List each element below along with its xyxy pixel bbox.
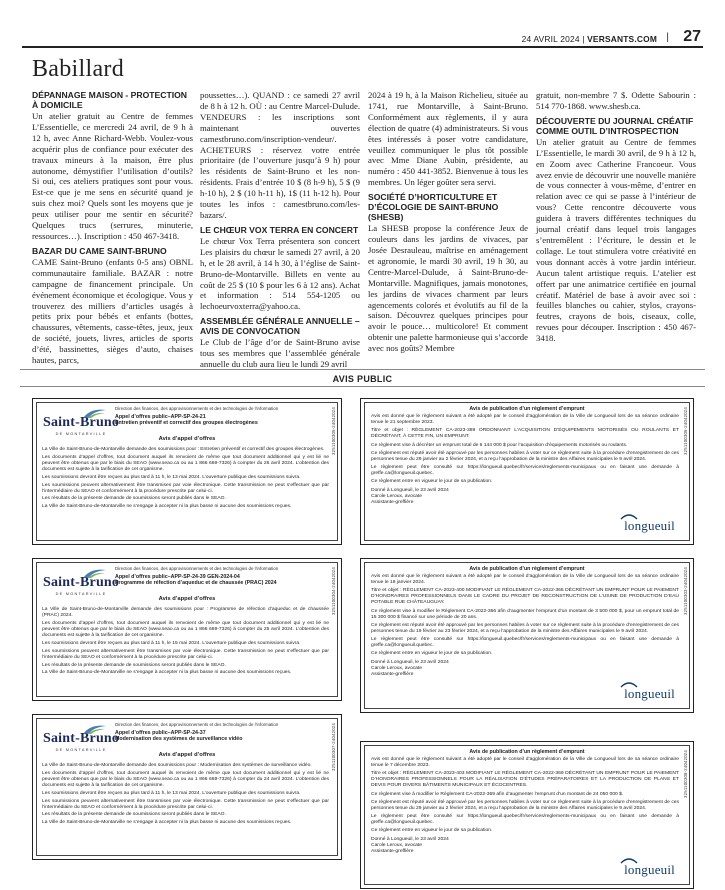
notice-paragraph: Les résultats de la présente demande de soumissions seront publiés dans le SEAO. xyxy=(42,496,226,502)
article-paragraph: gratuit, non-membre 7 $. Odette Sabourin : 514 770-1868. www.shesb.ca. xyxy=(536,90,696,111)
notice-paragraph: Assistante-greffière xyxy=(371,671,414,677)
article-heading: LE CHŒUR VOX TERRA EN CONCERT xyxy=(200,224,359,235)
avis-public-title: AVIS PUBLIC xyxy=(332,374,393,384)
article-paragraph: Un atelier gratuit au Centre de femmes L’Essentielle, le mardi 30 avril, de 9 h à 12 h, en Zoom avec Catherine Francoeur. Vous avez envie de découvrir une nouvelle manière de vous connecter à vous-même, d’entrer en relation avec ce qui se passe à l’intérieur de vous? Cette rencontre découverte vous guidera à travers différentes techniques du journal créatif dans lequel trois langages s’entremêlent : l’écriture, le dessin et le collage. Le tout stimulera votre créativité en vous donnant accès à votre jardin intérieur. Aucun talent artistique requis. L’atelier est offert par une animatrice certifiée en journal créatif. Matériel de base à avoir avec soi : feuilles blanches ou cahier, stylos, crayons-feutres, crayons de bois, ciseaux, colle, revues pour découper. Inscription : 450 467-3418. xyxy=(536,136,696,344)
notice-title: Avis de publication d’un règlement d’emprunt xyxy=(469,406,585,412)
logo-text: longueuil xyxy=(624,862,675,877)
notice-paragraph: Les documents d’appel d’offres, tout document auquel ils renvoient de même que tout document additionnel qui y est lié ne peuvent être obtenus que par le biais du SEAO (www.seao.ca ou au 1 866 669-7326) à compter du 24 avril 2024. L’obtention des documents est sujette à la tarification de cet organisme. xyxy=(42,770,329,788)
notice-paragraph: Les soumissions devront être reçues au plus tard à 11 h, le 13 mai 2024. L’ouverture publique des soumissions suivra. xyxy=(42,474,301,480)
logo-arc-icon xyxy=(620,512,638,520)
article-paragraph: CAME Saint-Bruno (enfants 0-5 ans) OBNL communautaire familiale. BAZAR : notre campagne de financement principale. Un événement économique et écologique. Vous y trouverez des milliers d’articles usagés à petits prix pour bébés et enfants (bottes, chaussures, vêtements, casse-têtes, jeux, jeux de société, jouets, livres, articles de sports d’été, bassinettes, sièges d’auto, chaises hautes, parcs, xyxy=(32,256,193,366)
column-3 xyxy=(368,90,528,358)
notice-paragraph: Le règlement peut être consulté sur https://longueuil.quebec/fr/services/reglements-municipaux ou en faisant une demande à greffe.ca@longueuil.quebec. xyxy=(371,814,679,826)
logo-subtitle: DE MONTARVILLE xyxy=(55,432,107,436)
logo-arc-icon xyxy=(620,856,638,864)
notice-reference: 3251100305-24042024 xyxy=(331,407,336,455)
notice-direction: Direction des finances, des approvisionnements et des technologies de l’information xyxy=(115,566,279,571)
notice-body xyxy=(42,607,329,678)
notice-paragraph: La Ville de Saint-Bruno-de-Montarville ne s’engage à accepter ni la plus basse ni aucune des soumissions reçues. xyxy=(42,504,292,510)
notice-title: Avis d’appel d’offres xyxy=(158,436,216,442)
notice-paragraph: Donné à Longueuil, le 23 avril 2024 xyxy=(371,659,449,665)
logo-text: Saint-Bruno xyxy=(43,575,120,590)
notice-saint-bruno xyxy=(32,714,342,860)
notice-reference: 3251100307-24042024 xyxy=(331,723,336,771)
notice-header xyxy=(115,414,330,426)
page-number: 27 xyxy=(683,28,701,45)
article-paragraph: Le chœur Vox Terra présentera son concert Les plaisirs du chœur le samedi 27 avril, à 20 h, et le 28 avril, à 14 h 30, à l’église de Saint-Bruno-de-Montarville. Billets en vente au coût de 25 $ (10 $ pour les 6 à 12 ans). Achat et information : 514 554-1205 ou lechoeurvoxterra@yahoo.ca. xyxy=(200,235,360,312)
notice-saint-bruno xyxy=(32,558,342,701)
notice-paragraph: Les documents d’appel d’offres, tout document auquel ils renvoient de même que tout document additionnel qui y est lié ne peuvent être obtenus que par le biais du SEAO (www.seao.ca ou au 1 866 669-7326) à compter du 26 avril 2024. L’obtention des documents est sujette à la tarification de cet organisme. xyxy=(42,454,329,472)
logo-text: longueuil xyxy=(624,518,675,533)
logo-swoosh-icon xyxy=(83,567,107,579)
notice-paragraph: Donné à Longueuil, le 23 avril 2024 xyxy=(371,836,449,842)
notice-paragraph: Les résultats de la présente demande de soumissions seront publiés dans le SEAO. xyxy=(42,812,226,818)
notice-paragraph: Les soumissions devront être reçues au plus tard à 11 h, le 13 mai 2024. L’ouverture publique des soumissions suivra. xyxy=(42,790,301,796)
notice-subject: Modernisation des systèmes de surveillance vidéo xyxy=(115,736,243,743)
notice-paragraph: Ce règlement entre en vigueur le jour de sa publication. xyxy=(371,651,493,657)
header-date: 24 AVRIL 2024 | VERSANTS.COM xyxy=(521,34,657,44)
column-1 xyxy=(32,90,193,370)
longueuil-logo xyxy=(624,862,675,878)
logo-subtitle: DE MONTARVILLE xyxy=(55,592,107,596)
saint-bruno-logo xyxy=(43,415,119,436)
notice-paragraph: Le règlement peut être consulté sur https://longueuil.quebec/fr/services/reglements-municipaux ou en faisant une demande à greffe.ca@longueuil.quebec. xyxy=(371,465,679,477)
notice-header xyxy=(115,574,330,586)
notice-paragraph: Le règlement peut être consulté sur https://longueuil.quebec/fr/services/reglements-municipaux ou en faisant une demande à greffe.ca@longueuil.quebec. xyxy=(371,637,679,649)
notice-paragraph: Carole Leroux, avocate xyxy=(371,493,423,499)
saint-bruno-logo xyxy=(43,575,119,596)
notice-paragraph: Avis est donné que le règlement suivant a été adopté par le conseil d’agglomération de la Ville de Longueuil lors de sa séance ordinaire tenue le 18 janvier 2024. xyxy=(371,574,679,586)
notice-paragraph: Ce règlement entre en vigueur le jour de sa publication. xyxy=(371,479,493,485)
notice-paragraph: La Ville de Saint-Bruno-de-Montarville demande des soumissions pour : Programme de réfection d’aqueduc et de chaussée (PRAC) 2024. xyxy=(42,607,329,619)
article-heading: SOCIÉTÉ D’HORTICULTURE ET D’ÉCOLOGIE DE SAINT-BRUNO (SHESB) xyxy=(368,192,499,223)
article-paragraph: Le Club de l’âge d’or de Saint-Bruno avise tous ses membres que l’assemblée générale annuelle du club aura lieu le lundi 29 avril xyxy=(200,337,360,370)
notice-paragraph: Carole Leroux, avocate xyxy=(371,842,423,848)
notice-paragraph: Ce règlement vise à décréter un emprunt total de 6 144 000 $ pour l’acquisition d’équipements motorisés ou roulants. xyxy=(371,442,628,448)
logo-arc-icon xyxy=(620,680,638,688)
notice-title: Avis d’appel d’offres xyxy=(158,596,216,602)
column-2 xyxy=(200,90,360,374)
notice-paragraph: Assistante-greffière xyxy=(371,848,414,854)
notice-paragraph: Ce règlement est réputé avoir été approuvé par les personnes habiles à voter sur ce règlement suite à la procédure d’enregistrement de ces personnes tenue du 29 janvier au 2 février 2024, et a reçu l’approbation de la ministre des Affaires municipales le 9 avril 2024. xyxy=(371,450,679,462)
notice-paragraph: Titre et objet : RÈGLEMENT CA-2023-400 MODIFIANT LE RÈGLEMENT CA-2022-366 DÉCRÉTANT UN EMPRUNT POUR LE PAIEMENT D’HONORAIRES PROFESSIONNELS DANS LE CADRE DU PROJET DE RECONSTRUCTION DE L’USINE DE PRODUCTION D’EAU POTABLE RUE CHÂTEAUGUAY. xyxy=(371,588,679,606)
logo-text: Saint-Bruno xyxy=(43,415,120,430)
logo-subtitle: DE MONTARVILLE xyxy=(55,748,107,752)
notice-body xyxy=(371,574,679,678)
notice-reference: 3251100306-24042024 xyxy=(683,407,688,455)
notice-number: Appel d’offres public–APP-SP-24-21 xyxy=(115,414,206,420)
notice-body xyxy=(371,414,679,506)
notice-paragraph: Avis est donné que le règlement suivant a été adopté par le conseil d’agglomération de la Ville de Longueuil lors de sa séance ordinaire tenue le 21 septembre 2023. xyxy=(371,414,679,426)
longueuil-logo xyxy=(624,518,675,534)
notice-paragraph: Les soumissions peuvent alternativement être transmises par voie électronique. Cette transmission ne peut s’effectuer que par l’intermédiaire du SEAO et conformément à la procédure prescrite par celui-ci. xyxy=(42,798,329,810)
notice-paragraph: Titre et objet : RÈGLEMENT CA-2023-403 MODIFIANT LE RÈGLEMENT CA-2022-369 DÉCRÉTANT UN EMPRUNT POUR LE PAIEMENT D’HONORAIRES PROFESSIONNELS POUR LA RÉALISATION D’ÉTUDES PRÉPARATOIRES ET LA PRODUCTION DE PLANS ET DEVIS POUR DIVERS BÂTIMENTS MUNICIPAUX ET ÉCOCENTRES. xyxy=(371,771,679,789)
article-heading: DÉCOUVERTE DU JOURNAL CRÉATIF COMME OUTIL D’INTROSPECTION xyxy=(536,115,694,136)
notice-paragraph: Avis est donné que le règlement suivant a été adopté par le conseil d’agglomération de la Ville de Longueuil lors de sa séance ordinaire tenue le 7 décembre 2023. xyxy=(371,757,679,769)
notice-body xyxy=(371,757,679,855)
notice-number: Appel d’offres public–APP-SP-24-37 xyxy=(115,730,206,736)
article-paragraph: poussettes…). QUAND : ce samedi 27 avril de 8 h à 12 h. OÙ : au Centre Marcel-Dulude. VENDEURS : les inscriptions sont maintenant ouvertes camestbruno.com/inscription-vendeur/. ACHETEURS : réservez votre entrée prioritaire (de l’ouverture jusqu’à 9 h) pour les résidents de Saint-Bruno et les non-résidents. Frais d’entrée 10 $ (8 h-9 h), 5 $ (9 h-10 h), 2 $ (10 h-11 h), 1$ (11 h-12 h). Pour toutes les infos : camestbruno.com/les-bazars/. xyxy=(200,90,360,220)
notice-longueuil xyxy=(360,558,694,713)
notice-saint-bruno xyxy=(32,398,342,545)
notice-paragraph: Ce règlement entre en vigueur le jour de sa publication. xyxy=(371,828,493,834)
logo-swoosh-icon xyxy=(83,407,107,419)
notice-body xyxy=(42,447,329,512)
header-rule xyxy=(22,46,703,48)
notice-reference: 3251100304-24042024 xyxy=(331,567,336,615)
notice-number: Appel d’offres public–APP-SP-24-39 GEN-2024-04 xyxy=(115,574,240,580)
article-heading: BAZAR DU CAME SAINT-BRUNO xyxy=(32,245,167,256)
page-header xyxy=(0,0,725,44)
notice-paragraph: La Ville de Saint-Bruno-de-Montarville demande des soumissions pour : Entretien préventif et correctif des groupes électrogènes. xyxy=(42,447,325,452)
notice-paragraph: La Ville de Saint-Bruno-de-Montarville ne s’engage à accepter ni la plus basse ni aucune des soumissions reçues. xyxy=(42,820,292,826)
notice-paragraph: Les soumissions peuvent alternativement être transmises par voie électronique. Cette transmission ne peut s’effectuer que par l’intermédiaire du SEAO et conformément à la procédure prescrite par celui-ci. xyxy=(42,482,329,494)
article-heading: DÉPANNAGE MAISON - PROTECTION À DOMICILE xyxy=(32,90,188,110)
logo-swoosh-icon xyxy=(83,723,107,735)
notice-paragraph: La Ville de Saint-Bruno-de-Montarville demande des soumissions pour : Modernisation des systèmes de surveillance vidéo. xyxy=(42,763,312,768)
notice-title: Avis de publication d’un règlement d’emprunt xyxy=(469,749,585,755)
notice-title: Avis de publication d’un règlement d’emprunt xyxy=(469,566,585,572)
notice-reference: 3251100308-24042024 xyxy=(683,750,688,798)
header-separator: | xyxy=(666,32,669,43)
notice-subject: Programme de réfection d’aqueduc et de chaussée (PRAC) 2024 xyxy=(115,580,277,587)
notice-paragraph: Donné à Longueuil, le 23 avril 2024 xyxy=(371,487,449,493)
notice-paragraph: Carole Leroux, avocate xyxy=(371,665,423,671)
notice-paragraph: La Ville de Saint-Bruno-de-Montarville ne s’engage à accepter ni la plus basse ni aucune des soumissions reçues. xyxy=(42,670,292,676)
saint-bruno-logo xyxy=(43,731,119,752)
longueuil-logo xyxy=(624,686,675,702)
notice-paragraph: Les soumissions peuvent alternativement être transmises par voie électronique. Cette transmission ne peut s’effectuer que par l’intermédiaire du SEAO et conformément à la procédure prescrite par celui-ci. xyxy=(42,648,329,660)
notice-paragraph: Titre et objet : RÈGLEMENT CA-2023-389 ORDONNANT L’ACQUISITION D’ÉQUIPEMENTS MOTORISÉS OU ROULANTS ET DÉCRÉTANT, À CETTE FIN, UN EMPRUNT. xyxy=(371,428,679,440)
notice-longueuil xyxy=(360,398,694,545)
notice-body xyxy=(42,763,329,828)
article-paragraph: La SHESB propose la conférence Jeux de couleurs dans les jardins de vivaces, par Josée Desrauleau, maîtrise en aménagement et agronomie, le mardi 30 avril, 19 h 30, au Centre-Marcel-Dulude, à Saint-Bruno-de-Montarville. Magnifiques, jamais monotones, les jardins de vivaces charment par leurs agencements colorés et évolutifs au fil de la saison. Découvrez quelques principes pour avoir le pouce… multicolore! Et comment obtenir une palette harmonieuse qui s’accorde avec nos goûts? Membre xyxy=(368,223,528,354)
notice-paragraph: Ce règlement est réputé avoir été approuvé par les personnes habiles à voter sur ce règlement suite à la procédure d’enregistrement de ces personnes tenue du 29 janvier au 2 février 2024, et a reçu l’approbation de la ministre des Affaires municipales le 9 avril 2024. xyxy=(371,799,679,811)
notice-paragraph: Ce règlement vise à modifier le Règlement CA-2022-366 afin d’augmenter l’emprunt d’un montant de 3 500 000 $, pour un emprunt total de 15 300 000 $ financé sur une période de 20 ans. xyxy=(371,608,679,620)
notice-paragraph: Ce règlement vise à modifier le Règlement CA-2022-369 afin d’augmenter l’emprunt d’un montant de 24 050 000 $. xyxy=(371,791,624,797)
notice-paragraph: Ce règlement est réputé avoir été approuvé par les personnes habiles à voter sur ce règlement suite à la procédure d’enregistrement de ces personnes tenue du 19 février au 23 février 2024, et a reçu l’approbation de la ministre des Affaires municipales le 9 avril 2024. xyxy=(371,622,679,634)
notice-subject: Entretien préventif et correctif des groupes électrogènes xyxy=(115,420,258,427)
article-paragraph: 2024 à 19 h, à la Maison Richelieu, située au 1741, rue Montarville, à Saint-Bruno. Conformément aux règlements, il y aura élection de quatre (4) administrateurs. Si vous êtes intéressés à poser votre candidature, veuillez communiquer le plus tôt possible avec Mme Diane Aubin, présidente, au numéro : 450 441-3852. Bienvenue à tous les membres. Un léger goûter sera servi. xyxy=(368,90,528,188)
notice-paragraph: Les documents d’appel d’offres, tout document auquel ils renvoient de même que tout document additionnel qui y est lié ne peuvent être obtenus que par le biais du SEAO (www.seao.ca ou au 1 866 669-7326) à compter du 25 avril 2024. L’obtention des documents est sujette à la tarification de cet organisme. xyxy=(42,620,329,639)
section-title: Babillard xyxy=(32,56,125,82)
logo-text: Saint-Bruno xyxy=(43,731,120,746)
notice-reference: 3251100303-24042024 xyxy=(683,567,688,615)
notice-title: Avis d’appel d’offres xyxy=(158,752,216,758)
column-4 xyxy=(536,90,696,348)
notice-header xyxy=(115,730,330,742)
notice-longueuil xyxy=(360,741,694,889)
notice-paragraph: Les résultats de la présente demande de soumissions seront publiés dans le SEAO. xyxy=(42,662,226,668)
logo-text: longueuil xyxy=(624,686,675,701)
notice-direction: Direction des finances, des approvisionnements et des technologies de l’information xyxy=(115,722,279,727)
article-paragraph: Un atelier gratuit au Centre de femmes L’Essentielle, ce mercredi 24 avril, de 9 h à 12 h, avec Anne Richard-Webb. Voulez-vous acquérir plus de confiance pour exécuter des travaux mineurs à la maison, être plus autonome, démystifier l’utilisation d’outils? Si oui, ces ateliers pratiques sont pour vous. Est-ce que je me sens en sécurité quand je suis chez moi? Quels sont les moyens que je peux utiliser pour me sentir en sécurité? Quelques trucs (serrures, minuterie, ressources…). Inscription : 450 467-3418. xyxy=(32,111,193,241)
notice-paragraph: Assistante-greffière xyxy=(371,499,414,505)
notice-direction: Direction des finances, des approvisionnements et des technologies de l’information xyxy=(115,406,279,411)
notice-paragraph: Les soumissions devront être reçues au plus tard à 11 h, le 15 mai 2024. L’ouverture publique des soumissions suivra. xyxy=(42,640,301,646)
article-heading: ASSEMBLÉE GÉNÉRALE ANNUELLE – AVIS DE CONVOCATION xyxy=(200,316,360,337)
